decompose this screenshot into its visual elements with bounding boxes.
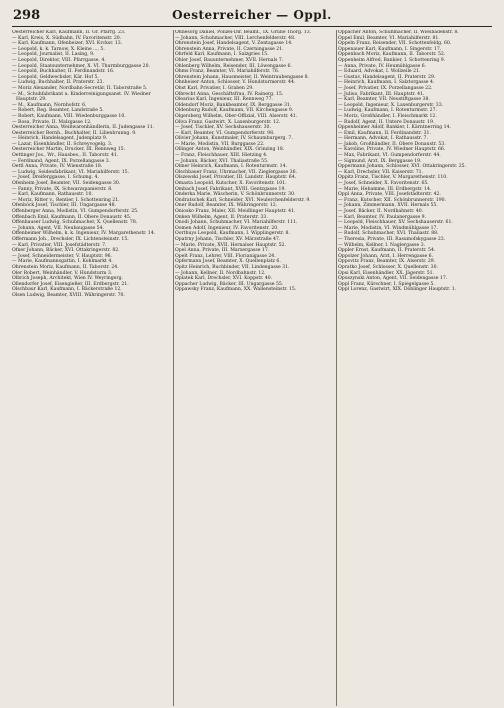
directory-entry: — Heinrich, Kaufmann, I. Salztorgasse 4. — [338, 80, 435, 86]
directory-columns — [12, 30, 496, 706]
directory-entry: — Josef, Schneidermeister, V. Hauptstr. 96. — [12, 253, 112, 259]
directory-entry: — Leopold, Staatsunternehmer, X. VI. Thurmburggasse 20. — [12, 63, 150, 69]
directory-entry: Oesterreicher Martin, Drucker, III. Rennweg 15. — [12, 147, 126, 153]
directory-entry: — Leopold, Journalist, II. Lasing, 9. — [12, 52, 95, 58]
directory-entry: — Lazar, Eisenhändler, II. Schreyvogelg. 3. — [12, 141, 113, 147]
directory-entry: Oomen Adolf, Ingenieur, IV. Favoritenstr. 20. — [175, 225, 279, 231]
page-number: 298 — [13, 8, 41, 23]
directory-entry: — Johann, Zimmermann, XVII. Hernals 55. — [338, 203, 438, 209]
directory-entry: — Moriz, Großhändler, I. Fleischmarkt 12. — [338, 113, 437, 119]
directory-entry: — Theresia, Private, III. Rasumofskygasse 23. — [338, 236, 446, 242]
directory-entry: Ohrfeld Karl, Kaufmann, I. Salzgries 15. — [175, 52, 269, 58]
directory-entry: Oppenheimer Adolf, Bankier, I. Kärntnerring 14. — [338, 125, 451, 131]
directory-entry: Oppovitz Franz, Beamter, IX. Alserstr. 29. — [338, 259, 436, 265]
directory-entry: Oldendorf Moriz, Bankbeamter, IX. Berggasse 31. — [175, 102, 292, 108]
directory-entry: — Karl, Kaufmann, Rathausstr. 10. — [12, 192, 93, 198]
directory-entry: — Karl, Privatier, VIII. Josefstädterstr. 7. — [12, 242, 107, 248]
directory-entry: Opelt Franz, Lehrer, VIII. Florianigasse 24. — [175, 253, 276, 259]
directory-entry: — Karl, Kreis, X. Südbahn, IV. Favoritenstr. 20. — [12, 35, 122, 41]
directory-entry: — Marie, Modistin, VII. Burggasse 22. — [175, 141, 265, 147]
directory-entry: Ohlenberg Wilhelm, Reisender, III. Löwengasse 6. — [175, 63, 292, 69]
page-header — [0, 0, 504, 30]
directory-entry: — Rosa, Private, II. Malzgasse 12. — [12, 119, 92, 125]
directory-entry: Oppenheim Alfred, Bankier, I. Schottenring 9. — [338, 57, 446, 63]
directory-entry: Ollendorfer Josef, Eisengießer, III. Erdbergstr. 21. — [12, 281, 129, 287]
directory-entry: Oppawsky Franz, Kaufmann, XX. Wallensteinstr. 15. — [175, 287, 297, 293]
directory-entry: Ofenböck Josef, Tischler, III. Ungargasse 48. — [12, 203, 116, 209]
directory-entry: — Robert, Reg. Beamter, Landstraße 5. — [12, 108, 104, 114]
directory-entry: Ohrenstein Johann, Hausmeister, II. Weintraubengasse 8. — [175, 74, 310, 80]
directory-entry: — Johann, Kellner, II. Nordbahnstr. 12. — [175, 270, 266, 276]
directory-entry: Oppl Franz, Kürschner, I. Spiegelgasse 5. — [338, 281, 435, 287]
directory-entry: Opfermann Josef, Beamter, X. Quellenplatz 6. — [175, 259, 281, 265]
directory-entry: Ofner Johann, Bäcker, XVI. Ottakringerstr. 82. — [12, 248, 120, 254]
directory-entry: — Moriz Alexander, Nordbahn-Secretär, II. Taborstraße 5. — [12, 85, 148, 91]
directory-entry: Oesterreicher Karl, Kaufmann, II. Gr. Pfarrg. 23. — [12, 30, 126, 35]
directory-entry: Onderka Marie, Wäscherin, V. Schönbrunnerstr. 30. — [175, 192, 296, 198]
directory-entry: Ohnesorg Daniel, Polizei-Dir. Beamt., IX. Grüne Thorg. 13. — [175, 30, 312, 35]
column-1 — [12, 30, 170, 706]
directory-entry: Olivier Johann, Kunstmaler, IV. Schaumburgerg. 7. — [175, 136, 293, 142]
directory-entry: — Karl, Drechsler, VII. Kaiserstr. 71. — [338, 169, 423, 175]
directory-entry: Ohrenstein Josef, Handelsagent, V. Zentagasse 14. — [175, 41, 293, 47]
directory-entry: — Wilhelm, Kellner, I. Naglergasse 3. — [338, 242, 426, 248]
header-rule — [12, 26, 492, 27]
directory-entry: — Gustav, Handelsagent, II. Praterstr. 29. — [338, 74, 436, 80]
directory-entry: — Robert, Kaufmann, VIII. Wiedenburggasse 10. — [12, 113, 126, 119]
directory-entry: — Johann, Schuhmacher, VIII. Lerchenfelderstr. 48. — [175, 35, 296, 41]
directory-entry: Oliva Franz, Gastwirt, X. Laxenburgerstr. 12. — [175, 119, 281, 125]
directory-entry: Oppolzer Johann, Arzt, I. Herrengasse 6. — [338, 253, 434, 259]
directory-entry: Olszewski Josef, Privatier, III. Landstr. Hauptstr. 64. — [175, 175, 297, 181]
directory-entry: — Josef, Bäcker, II. Nordbahnstr. 40. — [338, 209, 424, 214]
directory-entry: — Marie, Kaufmannsgattin, I. Kohlmarkt 4. — [12, 259, 113, 265]
directory-entry: Ohler Josef, Bauunternehmer, XVII. Hernals 7. — [175, 57, 284, 63]
directory-entry: Ofenheim Josef, Beamter, VII. Seidengasse 30. — [12, 181, 121, 187]
directory-entry: — Leopold, Direktor, VIII. Pfarrgasse, 4. — [12, 57, 106, 63]
directory-entry: Ohnheiser Anton, Schlosser, V. Hundsturmerstr. 44. — [175, 80, 296, 86]
directory-entry: — Ferdinand, Agent, IX. Porzellangasse 3. — [12, 158, 111, 164]
directory-entry: — Emil, Kaufmann, II. Ferdinandstr. 31. — [338, 130, 431, 136]
directory-entry: — Sigmund, Arzt, IX. Berggasse 19. — [338, 158, 422, 164]
directory-entry: Olschbaur Karl, Kaufmann, I. Bäckerstraße 12. — [12, 287, 122, 293]
directory-entry: Opsi Karl, Eisenhändler, XX. Jägerstr. 51. — [338, 270, 435, 276]
directory-entry: Olgersberg Wilhelm, Ober-Offizial, VIII. Alserstr. 41. — [175, 113, 298, 119]
directory-entry: Oler Robert, Weinhändler, V. Hundsturm 3. — [12, 270, 113, 276]
column-2 — [175, 30, 333, 706]
directory-entry: Oesterreicher Bernh., Buchhalter, II. Lilienbrunng. 9. — [12, 130, 137, 136]
column-divider — [173, 30, 174, 706]
directory-entry: Oplatek Karl, Drechsler, XVI. Koppstr. 40. — [175, 276, 273, 282]
directory-entry: Oppacher Ludwig, Bäcker, III. Ungargasse 55. — [175, 281, 284, 287]
directory-entry: — Karl, Kaufmann, Ofenheizer, XVI. Krcksr. 13. — [12, 41, 123, 47]
directory-entry: — Josef, Schneider, X. Favoritenstr. 65. — [338, 181, 429, 187]
directory-entry: — Franz, Kutscher, XII. Schönbrunnerstr. 190. — [338, 197, 447, 203]
directory-entry: — Leopold, Buchhalter, II. Ferdinandstr. 16. — [12, 69, 115, 75]
directory-entry: Onodi Johann, Schuhmacher, VI. Mariahilferstr. 111. — [175, 220, 298, 226]
directory-entry: Oesterreicher Anna, Weißwarenhändlerin, II. Judengasse 11. — [12, 125, 155, 131]
directory-entry: Omasta Leopold, Kutscher, X. Favoritenstr. 101. — [175, 181, 287, 187]
directory-entry: — Julius, Fabrikant, III. Hauptstr. 41. — [338, 91, 425, 97]
directory-entry: Oppl Lorenz, Gastwirt, XIX. Döblinger Hauptstr. 1. — [338, 287, 457, 293]
directory-entry: — Karl, Beamter, VI. Gumpendorferstr. 98. — [175, 130, 275, 136]
running-title: Oesterreicher — Oppl. — [172, 8, 332, 22]
directory-entry: — Leopold, Geldwechsler, Kär. Hof 5. — [12, 74, 99, 80]
directory-entry: Offenheimer Wilhelm, k. k. Ingenieur, IV. Margarethenstr. 14. — [12, 231, 156, 237]
directory-entry: — Josef, Dreiferggasse, I. Schumg. 4. — [12, 175, 99, 181]
directory-entry: — Ludwig, Buchhalter, II. Praterstr. 23. — [12, 80, 104, 86]
directory-entry: — Franz, Fleischhauer, XIII. Hietzing 4. — [175, 153, 268, 159]
directory-entry: Oppacher Anton, Schuhmacher, II. Wiesbadenstr. 8. — [338, 30, 459, 35]
directory-entry: Offermann Joh., Drechsler, IX. Lichtensteinstr. 15. — [12, 236, 129, 242]
directory-entry: — Leopold, Fleischhauer, XV. Sechshauserstr. 61. — [338, 220, 453, 226]
directory-entry: Ohrenstein Moriz, Kaufmann, II. Taborstr. 24. — [12, 264, 119, 270]
directory-entry: Oppenbach Moriz, Kaufmann, II. Taborstr. 52. — [338, 52, 446, 58]
directory-entry: Oppeln Franz, Reisender, VII. Schottenfeldg. 60. — [338, 41, 452, 47]
directory-entry: — Johann, Bäcker, XVI. Thaliastraße 55. — [175, 158, 269, 164]
directory-entry: — Leopold, k. k. Tarnow, X. Kleine ..., 5. — [12, 46, 105, 52]
directory-entry: — Marie, Private, XVII. Hernalser Hauptstr. 52. — [175, 242, 286, 248]
directory-entry: — Hermann, Advokat, I. Rathausstr. 7. — [338, 136, 428, 142]
directory-entry: — M., Kaufmann, Nornhofstr. 6. — [12, 102, 87, 108]
directory-entry: — Marie, Hebamme, III. Erdbergstr. 14. — [338, 186, 432, 192]
directory-entry: — Ludwig, Seidenfabrikant, VI. Mariahilferstr. 15. — [12, 169, 130, 175]
directory-entry: Oldenburg Rudolf, Kaufmann, VII. Kirchengasse 9. — [175, 108, 294, 114]
directory-entry: — Karl, Beamter, VII. Neustiftgasse 38. — [338, 97, 430, 103]
directory-entry: Opatrny Johann, Tischler, XV. Märzstraße 47. — [175, 236, 281, 242]
directory-entry: — Karl, Beamter, IV. Paulanergasse 9. — [338, 214, 427, 220]
directory-entry: Oettl Anna, Private, IV. Wienstraße 18. — [12, 164, 103, 170]
directory-entry: — Josef, Tischler, XV. Sechshauserstr. 30. — [175, 125, 271, 131]
directory-entry: Olbrich Joseph, Architekt, Wien IV. Weyringerg. — [12, 276, 123, 282]
directory-entry: Ombach Josef, Fabrikant, XVIII. Gentzgasse 19. — [175, 186, 286, 192]
directory-entry: Opitz Heinrich, Buchbinder, VII. Lindengasse 31. — [175, 264, 290, 270]
directory-entry: Offenbach Emil, Kaufmann, II. Obere Donaustr. 45. — [12, 214, 132, 220]
directory-entry: Ohst Karl, Privatier, I. Graben 29. — [175, 85, 254, 91]
directory-entry: — Ludwig, Kaufmann, I. Rotenturmstr. 27. — [338, 108, 437, 114]
directory-entry: Oppitz Franz, Tischler, V. Margarethenstr. 110. — [338, 175, 448, 181]
directory-entry: Opel Anna, Private, III. Marxergasse 17. — [175, 248, 270, 254]
directory-entry: Olbrecht Anna, Geschäftsfrau, IV. Rainerg. 15. — [175, 91, 284, 97]
column-3 — [338, 30, 496, 706]
directory-entry: Opuszynski Anton, Agent, VII. Seidengasse 17. — [338, 276, 448, 282]
directory-entry: Opratko Josef, Schlosser, X. Quellenstr. 30. — [338, 264, 438, 270]
directory-entry: Oettinger Jos., Wr., Hausbes., II. Taborstr. 41. — [12, 153, 119, 159]
directory-entry: Ohms Franz, Beamter, VI. Mariahilferstr. 76. — [175, 69, 280, 75]
directory-entry: — Josef, Privatier, IX. Porzellangasse 22. — [338, 85, 433, 91]
directory-entry: Oppermann Johann, Schlosser, XVI. Ottakringerstr. 25. — [338, 164, 467, 170]
directory-entry: Oner Rudolf, Beamter, IX. Währingerstr. 12. — [175, 203, 278, 209]
directory-entry: Oppler Ernst, Kaufmann, II. Praterstr. 54. — [338, 248, 436, 254]
directory-entry: Ondratschek Karl, Schneider, XVI. Neulerchenfelderstr. 9. — [175, 197, 311, 203]
directory-entry: — Anna, Private, IV. Heumühlgasse 6. — [338, 63, 427, 69]
directory-entry: Oppl Anna, Private, VIII. Josefstädterstr. 42. — [338, 192, 441, 198]
directory-entry: — M., Schuhfabrikant u. Kinderreinigungsanst. IV. Wiedner Hauptstr. 29. — [12, 91, 151, 103]
column-divider — [336, 30, 337, 706]
directory-entry: — Eduard, Advokat, I. Wollzeile 21. — [338, 69, 421, 75]
directory-entry: Onken Wilhelm, Agent, II. Praterstr. 33. — [175, 214, 268, 220]
directory-entry: — Rudolf, Schuhmacher, XVI. Thaliastr. 88. — [338, 231, 439, 237]
directory-entry: — Max, Fabrikant, VI. Gumpendorferstr. 44. — [338, 153, 441, 159]
directory-entry: Oppenauer Karl, Kaufmann, I. Singerstr. 17. — [338, 46, 442, 52]
directory-entry: — Johann, Agent, VII. Neubaugasse 54. — [12, 225, 104, 231]
directory-entry: — Heinrich, Handelsagent, Judenplatz 9. — [12, 136, 108, 142]
directory-entry: Oppel Emil, Beamter, VI. Mariahilferstr. 81. — [338, 35, 440, 41]
directory-entry: Ohrenstein Anna, Private, II. Czerningasse 21. — [175, 46, 284, 52]
directory-entry: Offenberger Anna, Modistin, VI. Gumpendorferstr. 25. — [12, 209, 139, 214]
directory-entry: — Jakob, Großhändler, II. Obere Donaustr. 53. — [338, 141, 446, 147]
directory-entry: — Moriz, Ritter v., Rentier, I. Schottenring 21. — [12, 197, 120, 203]
directory-entry: Oorthuys Leopold, Kaufmann, I. Wipplingerstr. 8. — [175, 231, 290, 237]
directory-entry: — Fanny, Private, IX. Schwarzspanierstr. 8. — [12, 186, 113, 192]
directory-entry: Olsen Ludwig, Beamter, XVIII. Währingerstr. 70. — [12, 292, 125, 298]
directory-entry: — Karoline, Private, IV. Wiedner Hauptstr. 66. — [338, 147, 446, 153]
directory-entry: Ollinger Anton, Weinhändler, XIX. Grinzing 18. — [175, 147, 285, 153]
directory-entry: Olmer Heinrich, Kaufmann, I. Rotenturmstr. 14. — [175, 164, 287, 170]
directory-entry: Offenhauser Ludwig, Schuhmacher, X. Quellenstr. 78. — [12, 220, 138, 226]
directory-entry: — Leopold, Ingenieur, X. Laxenburgerstr. 33. — [338, 102, 444, 108]
directory-entry: — Marie, Modistin, VI. Windmühlgasse 17. — [338, 225, 438, 231]
directory-entry: — Rudolf, Agent, II. Untere Donaustr. 19. — [338, 119, 435, 125]
directory-entry: Oniosko Franz, Maler, XII. Meidlinger Hauptstr. 41. — [175, 209, 296, 214]
directory-entry: Olschbauer Franz, Uhrmacher, VII. Zieglergasse 36. — [175, 169, 297, 175]
directory-entry: Olearius Karl, Ingenieur, III. Rennweg 77. — [175, 97, 273, 103]
